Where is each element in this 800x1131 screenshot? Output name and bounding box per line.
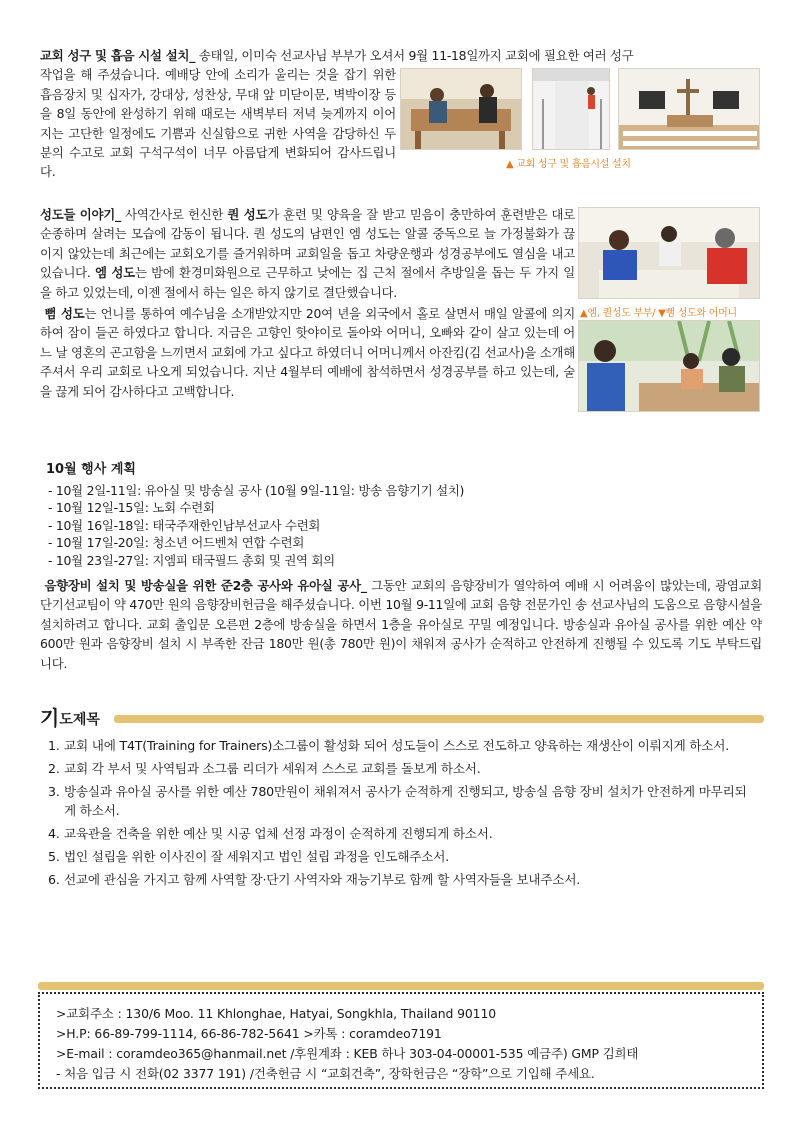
prayer-item: 1. 교회 내에 T4T(Training for Trainers)소그룹이 활성화 되어 성도들이 스스로 전도하고 양육하는 재생산이 이뤄지게 하소서. bbox=[48, 738, 730, 753]
prayer-title-bar bbox=[114, 715, 764, 723]
sound-construction-body: 음향장비 설치 및 방송실을 위한 준2층 공사와 유아실 공사_ 그동안 교회의 음향장비가 열악하여 예배 시 어려움이 많았는데, 광염교회 단기선교팀이 약 470만 원의 음향장비헌금을 해주셨습니다. 이번 10월 9-11일에 교회 음향 전문가인 송 선교사님의 도움으로 음향시설을 설치하려고 합니다. 교회 출입문 오른편 2층에 방송실을 하면서 1층을 유아실로 꾸밀 예정입니다. 방송실과 유아실 공사를 위한 예산 약 600만 원과 음향장비 설치 시 부족한 잔금 180만 원(총 780만 원)이 채워져 공사가 순적하고 안전하게 진행될 수 있도록 기도 부탁드립니다. bbox=[40, 578, 762, 671]
section-sound-construction bbox=[40, 576, 762, 673]
member-stories-body: 성도들 이야기_ 사역간사로 헌신한 퀀 성도가 훈련 및 양육을 잘 받고 믿음이 충만하여 훈련받은 대로 순종하며 살려는 모습에 감동이 됩니다. 퀀 성도의 남편인 엠 성도는 알콜 중독으로 늘 가정불화가 끊이지 않았는데 최근에는 교회오기를 즐거워하며 교회일을 돕고 차량운행과 성경공부에도 열심을 내고 있습니다. 엠 성도는 밤에 환경미화원으로 근무하고 낮에는 집 근처 절에서 추방일을 돕는 두 가지 일을 하고 있었는데, 이젠 절에서 하는 일은 하지 않기로 결단했습니다. bbox=[40, 207, 575, 300]
furnishing-caption: ▲ 교회 성구 및 흡음시설 설치 bbox=[506, 159, 631, 170]
prayer-item: 4. 교육관을 건축을 위한 예산 및 시공 업체 선정 과정이 순적하게 진행되게 하소서. bbox=[48, 826, 493, 841]
october-events bbox=[46, 458, 746, 569]
event-item: - 10월 17일-20일: 청소년 어드벤처 연합 수련회 bbox=[48, 535, 305, 551]
event-item: - 10월 12일-15일: 노회 수련회 bbox=[48, 500, 215, 516]
photo-woodwork bbox=[400, 68, 522, 150]
member-story-pum: 뻠 성도는 언니를 통하여 예수님을 소개받았지만 20여 년을 외국에서 홀로 살면서 매일 알콜에 의지하여 잠이 들곤 하였다고 합니다. 지금은 고향인 핫야이로 돌아와 어머니, 오빠와 같이 살고 있는데 어느 날 영혼의 곤고함을 느끼면서 교회에 가고 싶다고 하였더니 어머니께서 아잔킴(김 선교사)을 소개해 주셔서 우리 교회로 나오게 되었습니다. 지난 4월부터 예배에 참석하면서 성경공부를 하고 있는데, 술을 끊게 되어 감사하다고 고백합니다. bbox=[40, 306, 575, 399]
section-member-stories bbox=[40, 205, 575, 401]
prayer-item: 2. 교회 각 부서 및 사역팀과 소그룹 리더가 세워져 스스로 교회를 돌보게 하소서. bbox=[48, 761, 481, 776]
church-address: >교회주소 : 130/6 Moo. 11 Khlonghae, Hatyai, Songkhla, Thailand 90110 bbox=[56, 1006, 497, 1021]
prayer-title: 기 도제목 bbox=[40, 706, 100, 730]
prayer-item: 6. 선교에 관심을 가지고 함께 사역할 장·단기 사역자와 재능기부로 함께 할 사역자들을 보내주소서. bbox=[48, 872, 581, 887]
event-item: - 10월 2일-11일: 유아실 및 방송실 공사 (10월 9일-11일: 방송 음향기기 설치) bbox=[48, 483, 465, 498]
member-stories-heading: 성도들 이야기_ bbox=[40, 207, 121, 222]
photo-pum-mother bbox=[578, 320, 760, 412]
photo-sanctuary bbox=[618, 68, 760, 150]
deposit-note: - 처음 입금 시 전화(02 3377 191) /건축헌금 시 “교회건축”, 장학헌금은 “장학”으로 기입해 주세요. bbox=[56, 1066, 595, 1081]
furnishing-heading: 교회 성구 및 흡음 시설 설치_ bbox=[40, 48, 196, 63]
contact-footer bbox=[38, 992, 764, 1089]
footer-divider-bar bbox=[38, 982, 764, 990]
email-account: >E-mail : coramdeo365@hanmail.net /후원계좌 : KEB 하나 303-04-00001-535 예금주) GMP 김희태 bbox=[56, 1046, 639, 1061]
photo-ceiling-work bbox=[532, 68, 610, 150]
event-item: - 10월 23일-27일: 지엠피 태국필드 총회 및 권역 회의 bbox=[48, 552, 335, 568]
event-item: - 10월 16일-18일: 태국주재한인남부선교사 수련회 bbox=[48, 517, 321, 533]
sound-construction-heading: 음향장비 설치 및 방송실을 위한 준2층 공사와 유아실 공사_ bbox=[44, 578, 367, 593]
prayer-list bbox=[48, 736, 748, 893]
furnishing-first-line: 교회 성구 및 흡음 시설 설치_ 송태일, 이미숙 선교사님 부부가 오셔서 9월 11-18일까지 교회에 필요한 여러 성구 bbox=[40, 48, 634, 63]
phone-kakao: >H.P: 66-89-799-1114, 66-86-782-5641 >카톡 : coramdeo7191 bbox=[56, 1026, 442, 1041]
events-title: 10월 행사 계획 bbox=[46, 462, 136, 477]
prayer-item: 3. 방송실과 유아실 공사를 위한 예산 780만원이 채워져서 공사가 순적하게 진행되고, 방송실 음향 장비 설치가 안전하게 마무리되게 하소서. bbox=[48, 784, 747, 818]
prayer-item: 5. 법인 설립을 위한 이사진이 잘 세워지고 법인 설립 과정을 인도해주소서. bbox=[48, 849, 450, 864]
events-list bbox=[48, 482, 746, 569]
furnishing-body: 작업을 해 주셨습니다. 예배당 안에 소리가 울리는 것을 잡기 위한 흡음장치 및 십자가, 강대상, 성찬상, 무대 앞 미닫이문, 벽박이장 등을 8일 동안에 완성하기 위해 때로는 새벽부터 저녁 늦게까지 이어지는 고단한 일정에도 기쁨과 신실함으로 귀한 사역을 감당하신 두 분의 수고로 교회 구석구석이 너무 아름답게 변화되어 감사드립니다. bbox=[40, 67, 396, 180]
photo-couple-study bbox=[578, 207, 760, 299]
member-stories-caption: ▲엠, 퀀성도 부부/ ▼뻠 성도와 어머니 bbox=[580, 308, 737, 319]
